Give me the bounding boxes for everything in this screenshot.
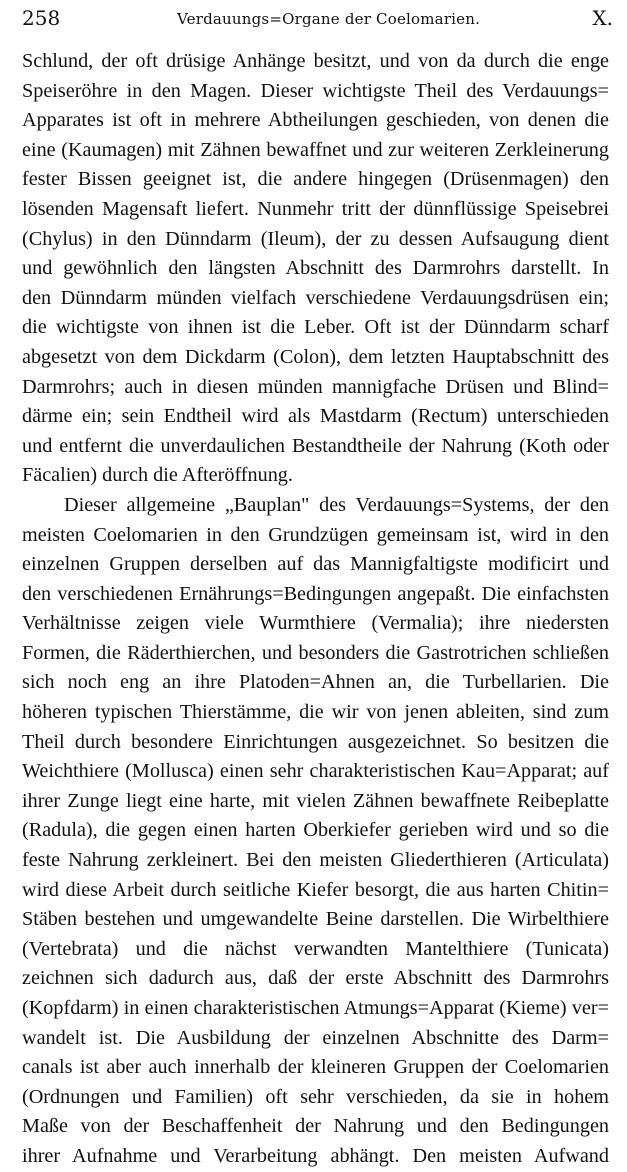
paragraph-start-line: Dieser allgemeine „Bauplan" des Verdauungs=Systems, der den — [64, 493, 609, 516]
text-line: sich noch eng an ihre Platoden=Ahnen an, die Turbellarien. Die — [22, 671, 609, 694]
text-line: und gewöhnlich den längsten Abschnitt des Darmrohrs darstellt. In — [22, 257, 609, 280]
chapter-number: X. — [592, 6, 613, 30]
text-line: Maße von der Beschaffenheit der Nahrung und den Bedingungen — [22, 1115, 609, 1138]
text-line: ihrer Aufnahme und Verarbeitung abhängt. Den meisten Aufwand — [22, 1144, 609, 1167]
text-line: einzelnen Gruppen derselben auf das Mannigfaltigste modificirt und — [22, 553, 609, 576]
text-line: Verhältnisse zeigen viele Wurmthiere (Vermalia); ihre niedersten — [22, 612, 609, 635]
text-line: höheren typischen Thierstämme, die wir von jenen ableiten, sind zum — [22, 701, 609, 724]
text-line: Weichthiere (Mollusca) einen sehr charakteristischen Kau=Apparat; auf — [22, 760, 609, 783]
text-line: Darmrohrs; auch in diesen münden mannigfache Drüsen und Blind= — [22, 375, 609, 398]
text-line: den verschiedenen Ernährungs=Bedingungen angepaßt. Die einfachsten — [22, 582, 609, 605]
text-line: därme ein; sein Endtheil wird als Mastdarm (Rectum) unterschieden — [22, 405, 609, 428]
text-line: canals ist aber auch innerhalb der kleineren Gruppen der Coelomarien — [22, 1056, 609, 1079]
body-text — [22, 47, 609, 1172]
text-line: Theil durch besondere Einrichtungen ausgezeichnet. So besitzen die — [22, 730, 609, 753]
text-line: wird diese Arbeit durch seitliche Kiefer besorgt, die aus harten Chitin= — [22, 878, 609, 901]
running-title: Verdauungs=Organe der Coelomarien. — [177, 10, 481, 28]
text-line: (Radula), die gegen einen harten Oberkiefer gerieben wird und so die — [22, 819, 609, 842]
text-line: Stäben bestehen und umgewandelte Beine darstellen. Die Wirbelthiere — [22, 908, 609, 931]
text-line: Schlund, der oft drüsige Anhänge besitzt, und von da durch die enge — [22, 50, 609, 72]
text-line: wandelt ist. Die Ausbildung der einzelnen Abschnitte des Darm= — [22, 1026, 609, 1049]
text-line: den Dünndarm münden vielfach verschiedene Verdauungsdrüsen ein; — [22, 286, 609, 309]
page-header — [22, 4, 613, 34]
text-line: (Ordnungen und Familien) oft sehr verschieden, da sie in hohem — [22, 1085, 609, 1108]
text-line: (Kopfdarm) in einen charakteristischen Atmungs=Apparat (Kieme) ver= — [22, 997, 609, 1019]
text-line: Apparates ist oft in mehrere Abtheilungen geschieden, von denen die — [22, 109, 609, 132]
text-line: eine (Kaumagen) mit Zähnen bewaffnet und zur weiteren Zerkleinerung — [22, 138, 609, 161]
text-line: die wichtigste von ihnen ist die Leber. Oft ist der Dünndarm scharf — [22, 316, 609, 339]
text-line: (Chylus) in den Dünndarm (Ileum), der zu dessen Aufsaugung dient — [22, 227, 609, 250]
text-line: (Vertebrata) und die nächst verwandten Mantelthiere (Tunicata) — [22, 937, 609, 960]
text-line: zeichnen sich dadurch aus, daß der erste Abschnitt des Darmrohrs — [22, 967, 609, 990]
text-line: fester Bissen geeignet ist, die andere hingegen (Drüsenmagen) den — [22, 168, 609, 191]
text-line: lösenden Magensaft liefert. Nunmehr tritt der dünnflüssige Speisebrei — [22, 197, 609, 220]
text-line: meisten Coelomarien in den Grundzügen gemeinsam ist, wird in den — [22, 523, 609, 546]
text-line: feste Nahrung zerkleinert. Bei den meisten Gliederthieren (Articulata) — [22, 849, 609, 872]
text-line: Formen, die Räderthierchen, und besonders die Gastrotrichen schließen — [22, 641, 609, 664]
page-number: 258 — [22, 6, 61, 30]
text-line: und entfernt die unverdaulichen Bestandtheile der Nahrung (Koth oder — [22, 434, 609, 457]
paragraph-end-line: Fäcalien) durch die Afteröffnung. — [22, 464, 293, 487]
text-line: ihrer Zunge liegt eine harte, mit vielen Zähnen bewaffnete Reibeplatte — [22, 789, 609, 812]
text-line: Speiseröhre in den Magen. Dieser wichtigste Theil des Verdauungs= — [22, 79, 609, 102]
text-line: abgesetzt von dem Dickdarm (Colon), dem letzten Hauptabschnitt des — [22, 345, 609, 368]
